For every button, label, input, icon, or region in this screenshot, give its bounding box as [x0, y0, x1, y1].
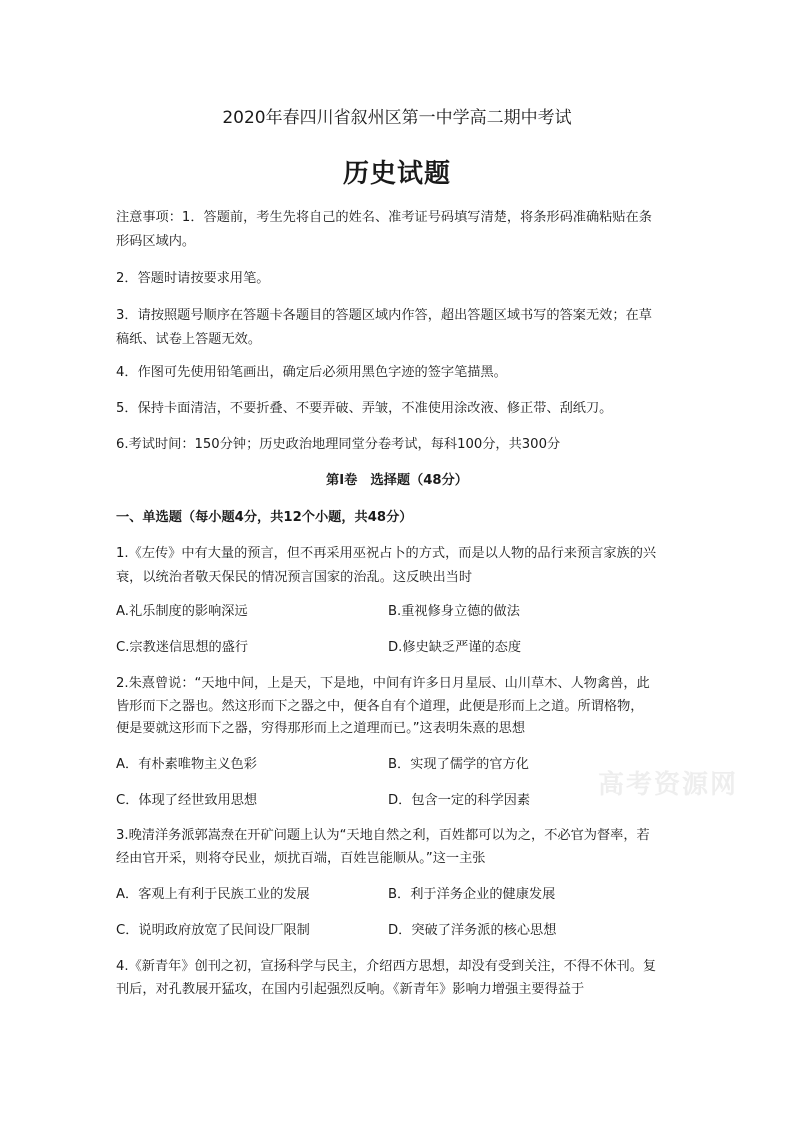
note-1-line-1: 注意事项：1．答题前，考生先将自己的姓名、准考证号码填写清楚，将条形码准确粘贴在条	[116, 210, 652, 225]
question-3-option-d: D．突破了洋务派的核心思想	[388, 923, 557, 938]
question-4-line-1: 4.《新青年》创刊之初，宣扬科学与民主，介绍西方思想，却没有受到关注，不得不休刊。复	[116, 959, 657, 974]
note-6: 6.考试时间：150分钟；历史政治地理同堂分卷考试，每科100分，共300分	[116, 437, 561, 452]
question-3-line-2: 经由官开采，则将夺民业，烦扰百端，百姓岂能顺从。”这一主张	[116, 851, 486, 866]
note-3-line-2: 稿纸、试卷上答题无效。	[116, 332, 262, 347]
watermark: 高考资源网	[598, 770, 739, 800]
note-1-line-2: 形码区域内。	[116, 234, 196, 249]
question-1-line-2: 衰，以统治者敬天保民的情况预言国家的治乱。这反映出当时	[116, 570, 473, 585]
question-3-option-b: B．利于洋务企业的健康发展	[388, 887, 556, 902]
section-title: 第Ⅰ卷 选择题（48分）	[326, 473, 468, 488]
subject-title: 历史试题	[342, 159, 451, 189]
question-1-option-d: D.修史缺乏严谨的态度	[388, 640, 522, 655]
question-2-line-3: 便是要就这形而下之器，穷得那形而上之道理而已。”这表明朱熹的思想	[116, 721, 526, 736]
note-3-line-1: 3．请按照题号顺序在答题卡各题目的答题区域内作答，超出答题区域书写的答案无效；在草	[116, 308, 652, 323]
question-3-option-c: C．说明政府放宽了民间设厂限制	[116, 923, 310, 938]
question-1-option-a: A.礼乐制度的影响深远	[116, 604, 248, 619]
question-3-option-a: A．客观上有利于民族工业的发展	[116, 887, 310, 902]
question-1-option-b: B.重视修身立德的做法	[388, 604, 520, 619]
question-2-line-1: 2.朱熹曾说：“天地中间，上是天，下是地，中间有许多日月星辰、山川草木、人物禽兽，此	[116, 676, 650, 691]
question-2-option-d: D．包含一定的科学因素	[388, 793, 531, 808]
note-4: 4．作图可先使用铅笔画出，确定后必须用黑色字迹的签字笔描黑。	[116, 365, 507, 380]
question-1-line-1: 1.《左传》中有大量的预言，但不再采用巫祝占卜的方式，而是以人物的品行来预言家族的兴	[116, 546, 657, 561]
question-2-line-2: 皆形而下之器也。然这形而下之器之中，便各自有个道理，此便是形而上之道。所谓格物，	[116, 699, 644, 714]
note-5: 5．保持卡面清洁，不要折叠、不要弄破、弄皱，不准使用涂改液、修正带、刮纸刀。	[116, 401, 613, 416]
question-2-option-c: C．体现了经世致用思想	[116, 793, 258, 808]
note-2: 2．答题时请按要求用笔。	[116, 271, 270, 286]
school-title: 2020年春四川省叙州区第一中学高二期中考试	[222, 108, 572, 128]
part-heading: 一、单选题（每小题4分，共12个小题，共48分）	[116, 510, 413, 525]
question-2-option-a: A．有朴素唯物主义色彩	[116, 757, 257, 772]
question-1-option-c: C.宗教迷信思想的盛行	[116, 640, 249, 655]
question-2-option-b: B．实现了儒学的官方化	[388, 757, 529, 772]
question-4-line-2: 刊后，对孔教展开猛攻，在国内引起强烈反响。《新青年》影响力增强主要得益于	[116, 982, 585, 997]
question-3-line-1: 3.晚清洋务派郭嵩焘在开矿问题上认为“天地自然之利，百姓都可以为之，不必官为督率，若	[116, 828, 650, 843]
